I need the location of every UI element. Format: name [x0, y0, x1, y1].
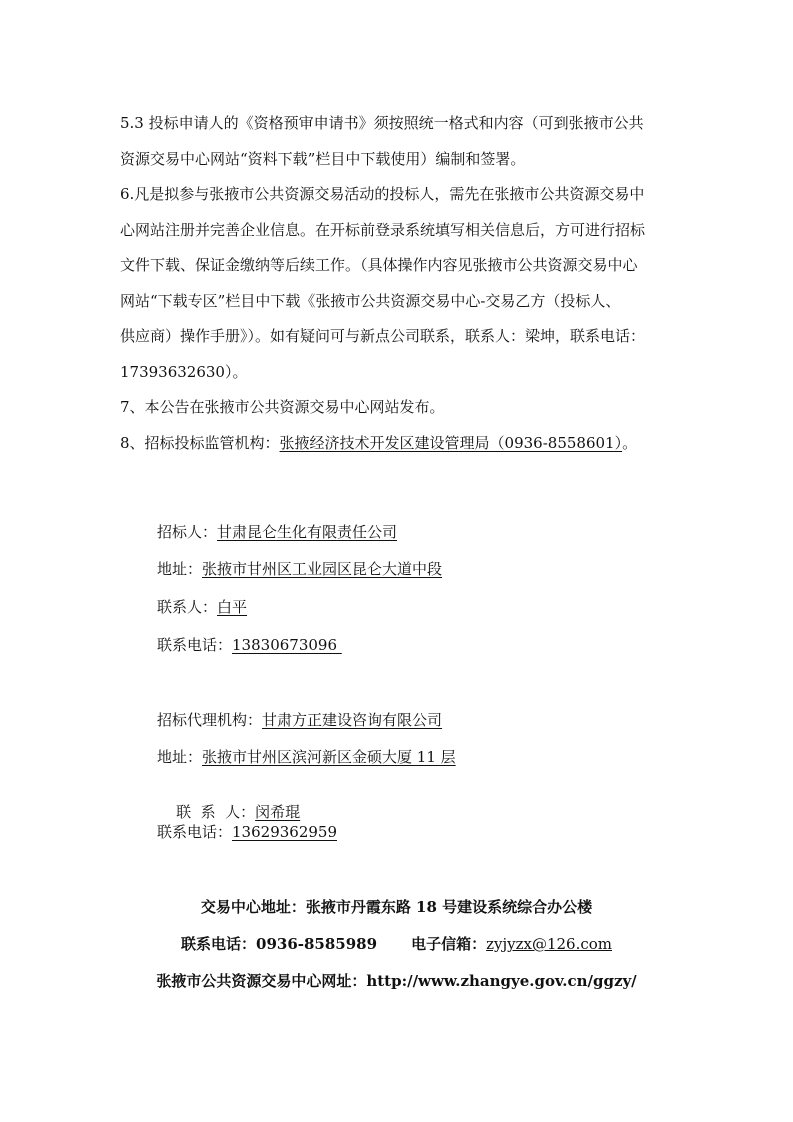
agent-address: 张掖市甘州区滨河新区金硕大厦 11 层 [202, 748, 456, 766]
item-5-3-line-2: 资源交易中心网站“资料下载”栏目中下载使用）编制和签署。 [120, 149, 526, 168]
tenderer-address: 张掖市甘州区工业园区昆仑大道中段 [202, 560, 443, 578]
tenderer-phone-label: 联系电话： [157, 636, 233, 654]
agent-name: 甘肃方正建设咨询有限公司 [262, 711, 443, 729]
footer-email-label: 电子信箱： [411, 935, 487, 953]
agent-contact-label: 联 系 人： [176, 803, 256, 821]
supervisor-agency: 张掖经济技术开发区建设管理局（0936-8558601） [279, 434, 623, 452]
item-7-text: 7、本公告在张掖市公共资源交易中心网站发布。 [120, 398, 445, 416]
tenderer-name: 甘肃昆仑生化有限责任公司 [217, 523, 398, 541]
item-6-line-6: 17393632630）。 [120, 362, 248, 381]
agent-phone-row [157, 821, 337, 842]
footer-phone-label: 联系电话： [181, 935, 257, 953]
agent-contact: 闵希琨 [255, 803, 301, 821]
tenderer-phone-row [157, 634, 342, 655]
item-6 [120, 177, 680, 390]
item-6-line-3: 文件下载、保证金缴纳等后续工作。（具体操作内容见张掖市公共资源交易中心 [120, 256, 638, 274]
item-6-line-4: 网站“下载专区”栏目中下载《张掖市公共资源交易中心-交易乙方（投标人、 [120, 291, 621, 310]
item-5-3-line-1: 5.3 投标申请人的《资格预审申请书》须按照统一格式和内容（可到张掖市公共 [120, 114, 644, 132]
tenderer-phone: 13830673096 [232, 636, 342, 654]
agent-name-row [157, 709, 442, 730]
agent-address-label: 地址： [157, 748, 203, 766]
footer-address: 交易中心地址：张掖市丹霞东路 18 号建设系统综合办公楼 [200, 898, 593, 916]
tenderer-contact-label: 联系人： [157, 598, 218, 616]
tenderer-contact-row [157, 596, 247, 617]
item-8-label: 8、招标投标监管机构： [120, 434, 280, 452]
footer-email-link[interactable]: zyjyzx@126.com [486, 935, 612, 953]
agent-address-row [157, 746, 456, 767]
item-8 [120, 426, 680, 462]
agent-name-label: 招标代理机构： [157, 711, 263, 729]
tenderer-name-label: 招标人： [157, 523, 218, 541]
agent-phone-label: 联系电话： [157, 823, 233, 841]
tenderer-name-row [157, 521, 397, 542]
tenderer-address-label: 地址： [157, 560, 203, 578]
item-7 [120, 390, 680, 426]
item-6-line-1: 6.凡是拟参与张掖市公共资源交易活动的投标人，需先在张掖市公共资源交易中 [120, 185, 645, 203]
footer-phone: 0936-8585989 [256, 935, 378, 953]
item-8-end: 。 [622, 434, 638, 452]
tenderer-contact: 白平 [217, 598, 248, 616]
tenderer-address-row [157, 558, 442, 579]
footer-website: 张掖市公共资源交易中心网址：http://www.zhangye.gov.cn/ggzy/ [156, 972, 637, 990]
item-6-line-5: 供应商）操作手册》）。如有疑问可与新点公司联系，联系人：梁坤，联系电话： [120, 327, 646, 345]
item-6-line-2: 心网站注册并完善企业信息。在开标前登录系统填写相关信息后，方可进行招标 [120, 220, 646, 239]
footer-contact-row [0, 933, 793, 954]
agent-phone: 13629362959 [232, 823, 337, 841]
item-5-3 [120, 106, 680, 177]
